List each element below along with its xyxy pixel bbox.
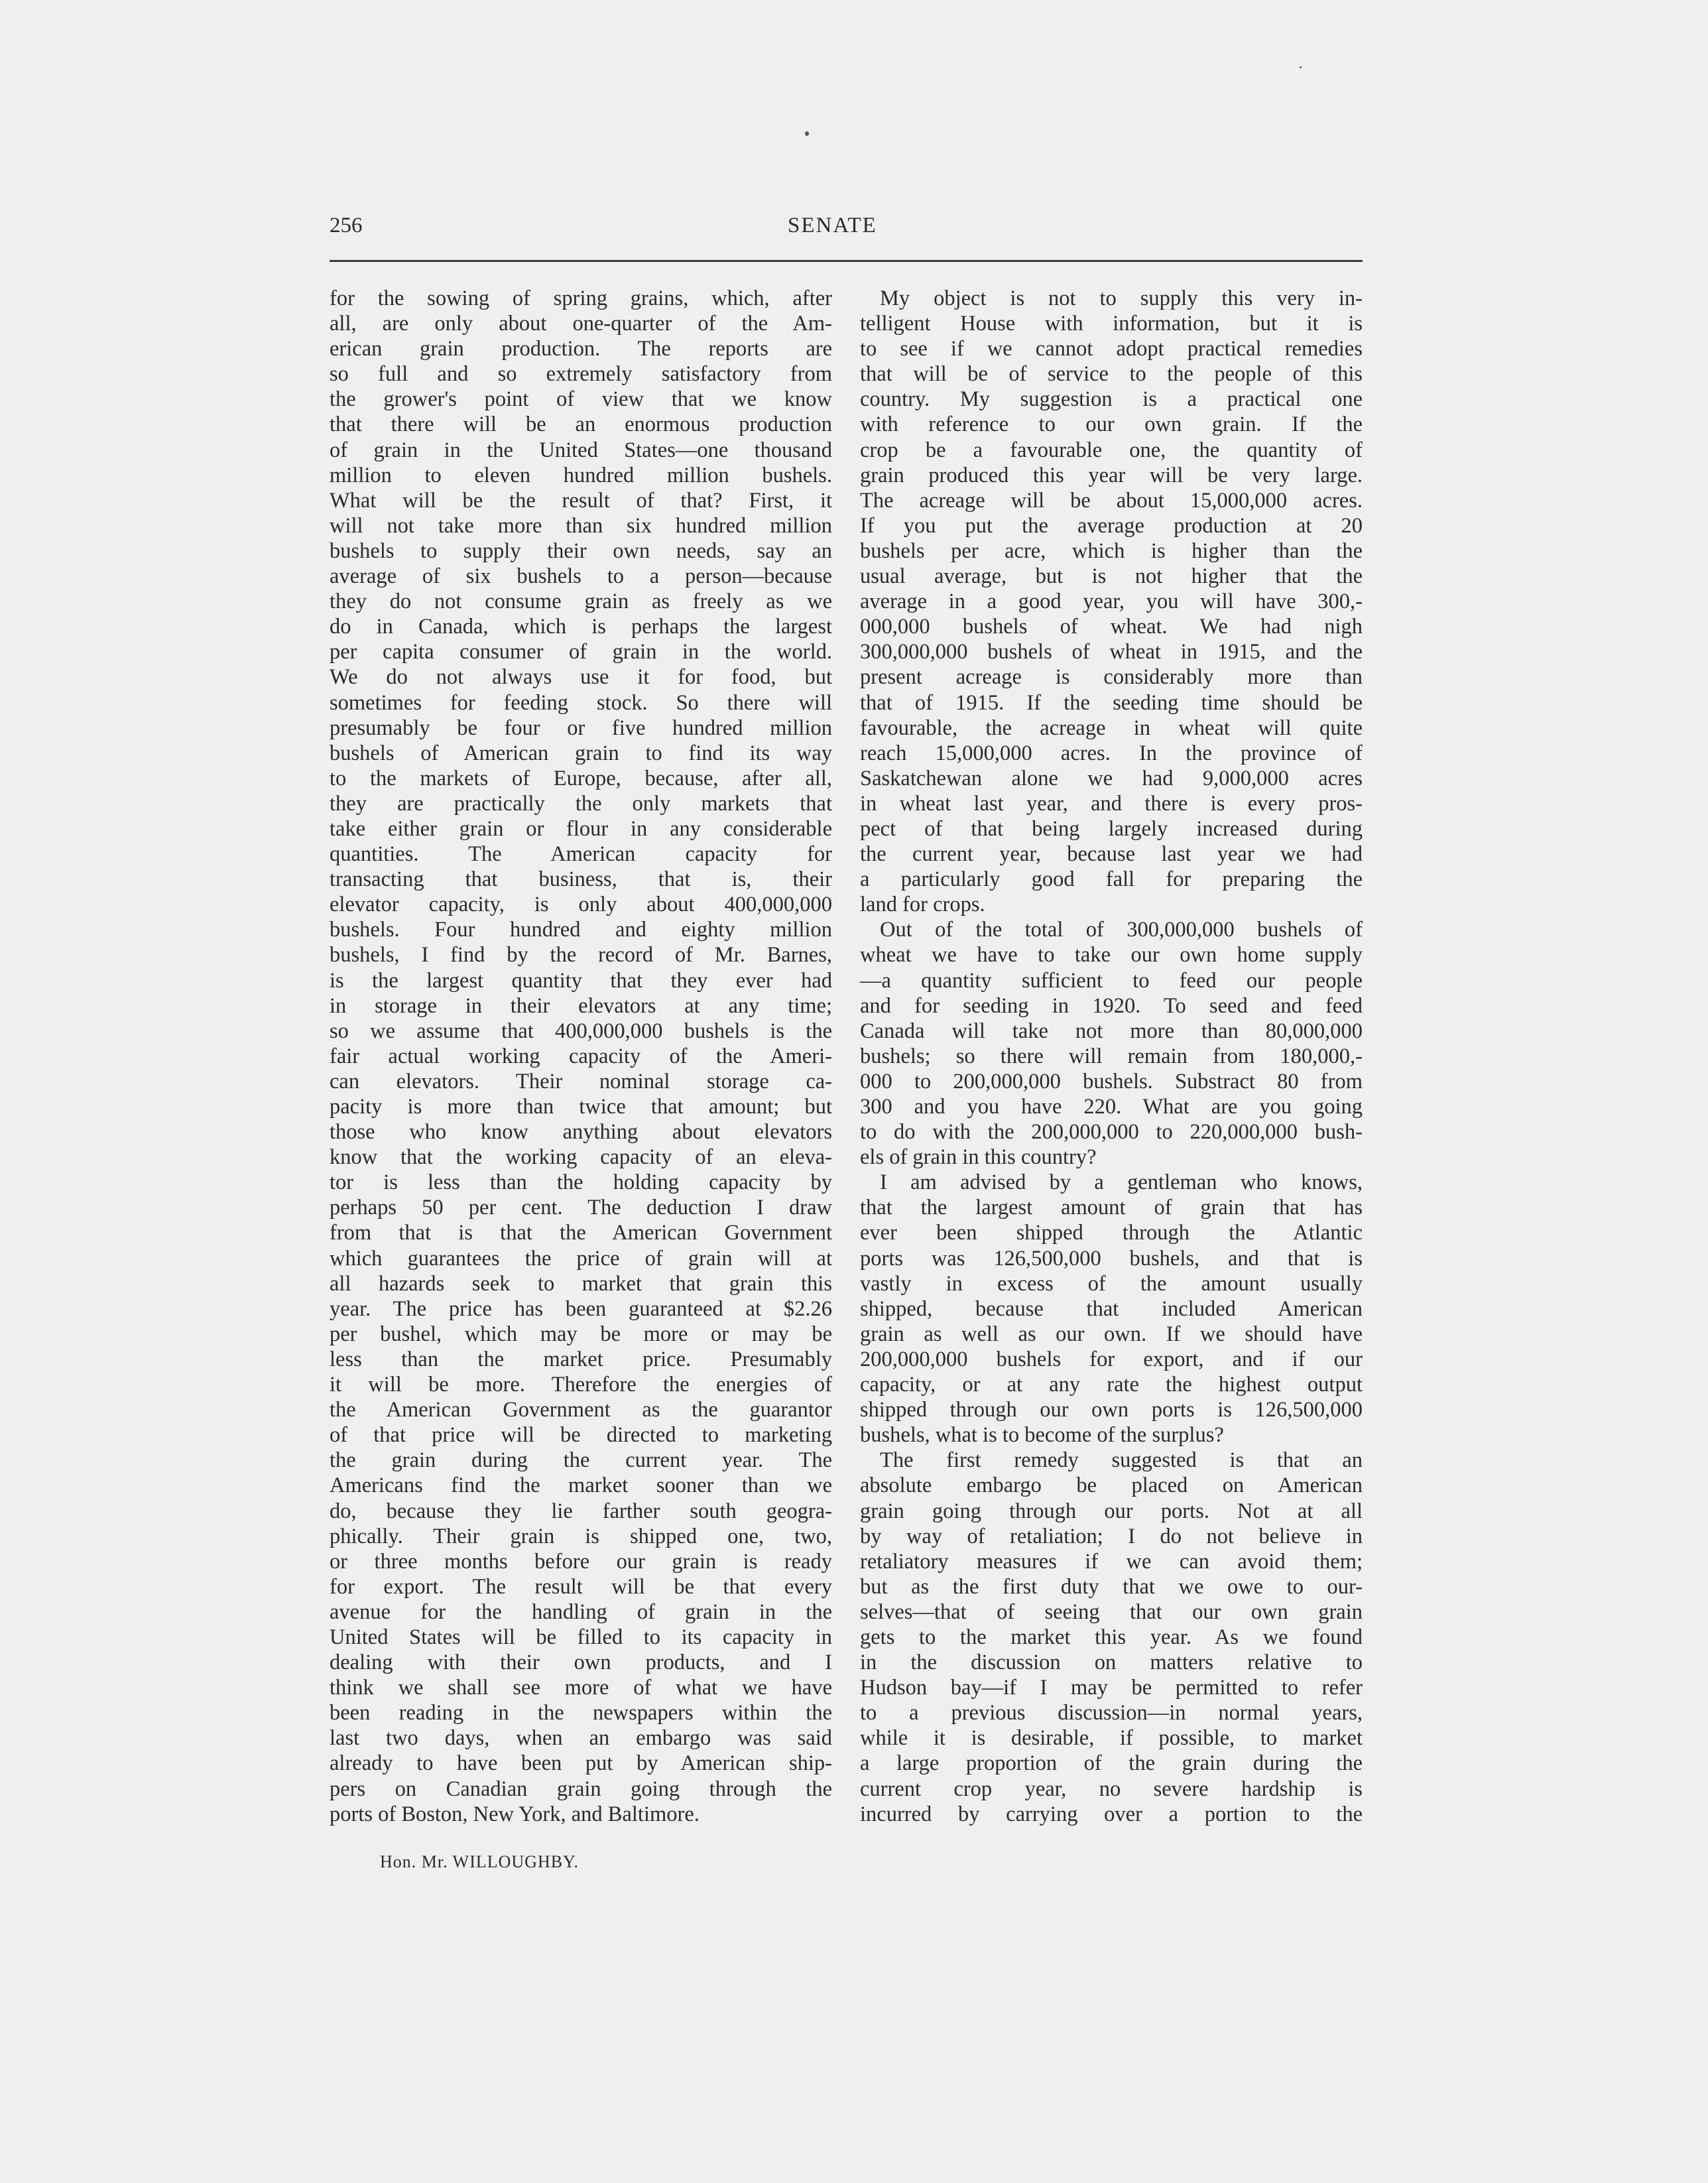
text-line: current crop year, no severe hardship is xyxy=(860,1777,1363,1801)
text-line: to see if we cannot adopt practical remedies xyxy=(860,337,1363,361)
text-line: Hudson bay—if I may be permitted to refer xyxy=(860,1676,1363,1700)
text-line: pect of that being largely increased during xyxy=(860,816,1363,841)
text-line: presumably be four or five hundred million xyxy=(330,716,832,740)
text-line: that the largest amount of grain that has xyxy=(860,1196,1363,1220)
text-line: with reference to our own grain. If the xyxy=(860,412,1363,437)
text-line: vastly in excess of the amount usually xyxy=(860,1271,1363,1296)
text-line: will not take more than six hundred million xyxy=(330,513,832,538)
text-line: the grower's point of view that we know xyxy=(330,387,832,412)
text-line: to the markets of Europe, because, after all, xyxy=(330,766,832,790)
scan-speck xyxy=(805,131,809,136)
text-line: per capita consumer of grain in the world. xyxy=(330,640,832,664)
text-line: dealing with their own products, and I xyxy=(330,1651,832,1675)
text-line: The first remedy suggested is that an xyxy=(880,1448,1363,1473)
text-line: sometimes for feeding stock. So there will xyxy=(330,690,832,715)
text-line: from that is that the American Government xyxy=(330,1221,832,1245)
text-line: elevator capacity, is only about 400,000,000 xyxy=(330,893,832,917)
text-line: crop be a favourable one, the quantity of xyxy=(860,438,1363,462)
text-line: pers on Canadian grain going through the xyxy=(330,1777,832,1801)
text-line: United States will be filled to its capacity in xyxy=(330,1625,832,1649)
text-line: average in a good year, you will have 300,- xyxy=(860,590,1363,614)
text-line: I am advised by a gentleman who knows, xyxy=(880,1170,1363,1195)
text-line: bushels; so there will remain from 180,000,- xyxy=(860,1044,1363,1068)
text-line: pacity is more than twice that amount; but xyxy=(330,1095,832,1119)
text-line: present acreage is considerably more than xyxy=(860,665,1363,690)
text-line: to do with the 200,000,000 to 220,000,000 bush- xyxy=(860,1120,1363,1145)
text-line: can elevators. Their nominal storage ca- xyxy=(330,1069,832,1093)
text-line: bushels. Four hundred and eighty million xyxy=(330,918,832,942)
text-line: or three months before our grain is ready xyxy=(330,1549,832,1574)
text-line: take either grain or flour in any considerable xyxy=(330,816,832,841)
text-line: quantities. The American capacity for xyxy=(330,842,832,867)
text-line: less than the market price. Presumably xyxy=(330,1347,832,1371)
text-line: telligent House with information, but it is xyxy=(860,312,1363,336)
text-line: 200,000,000 bushels for export, and if our xyxy=(860,1347,1363,1371)
text-line: favourable, the acreage in wheat will quite xyxy=(860,716,1363,740)
text-line: Canada will take not more than 80,000,000 xyxy=(860,1019,1363,1043)
text-line: for the sowing of spring grains, which, after xyxy=(330,286,832,310)
text-line: ever been shipped through the Atlantic xyxy=(860,1221,1363,1245)
text-line: incurred by carrying over a portion to the xyxy=(860,1802,1363,1826)
text-line: 300 and you have 220. What are you going xyxy=(860,1095,1363,1119)
text-line: in wheat last year, and there is every pros- xyxy=(860,791,1363,816)
text-line: of that price will be directed to marketing xyxy=(330,1423,832,1448)
text-line: bushels of American grain to find its way xyxy=(330,741,832,765)
text-line: selves—that of seeing that our own grain xyxy=(860,1599,1363,1624)
speaker-footer: Hon. Mr. WILLOUGHBY. xyxy=(380,1852,579,1871)
left-column xyxy=(330,286,832,1827)
text-line: the American Government as the guarantor xyxy=(330,1398,832,1422)
text-line: the current year, because last year we had xyxy=(860,842,1363,867)
running-head: SENATE xyxy=(788,214,877,237)
text-line: grain produced this year will be very large. xyxy=(860,463,1363,487)
text-line: absolute embargo be placed on American xyxy=(860,1473,1363,1498)
text-line: tor is less than the holding capacity by xyxy=(330,1170,832,1195)
text-line: that there will be an enormous production xyxy=(330,412,832,437)
text-line: The acreage will be about 15,000,000 acres. xyxy=(860,488,1363,513)
text-line: do in Canada, which is perhaps the largest xyxy=(330,615,832,639)
text-line: average of six bushels to a person—because xyxy=(330,564,832,589)
text-line: My object is not to supply this very in- xyxy=(880,286,1363,310)
text-line: reach 15,000,000 acres. In the province of xyxy=(860,741,1363,765)
text-line: the grain during the current year. The xyxy=(330,1448,832,1473)
text-line: ports was 126,500,000 bushels, and that is xyxy=(860,1246,1363,1271)
text-line: but as the first duty that we owe to our- xyxy=(860,1574,1363,1599)
text-line: bushels, I find by the record of Mr. Barnes, xyxy=(330,943,832,967)
text-line: per bushel, which may be more or may be xyxy=(330,1322,832,1346)
page-number: 256 xyxy=(330,214,363,237)
text-line: Saskatchewan alone we had 9,000,000 acres xyxy=(860,766,1363,790)
text-line: 300,000,000 bushels of wheat in 1915, and the xyxy=(860,640,1363,664)
text-line: usual average, but is not higher that the xyxy=(860,564,1363,589)
text-line: so full and so extremely satisfactory from xyxy=(330,362,832,387)
text-line: while it is desirable, if possible, to market xyxy=(860,1726,1363,1751)
text-line: bushels per acre, which is higher than the xyxy=(860,538,1363,563)
text-line: perhaps 50 per cent. The deduction I draw xyxy=(330,1196,832,1220)
text-line: that of 1915. If the seeding time should be xyxy=(860,690,1363,715)
text-line: been reading in the newspapers within the xyxy=(330,1701,832,1725)
text-line: retaliatory measures if we can avoid them; xyxy=(860,1549,1363,1574)
text-line: transacting that business, that is, their xyxy=(330,867,832,892)
text-line: a large proportion of the grain during the xyxy=(860,1751,1363,1776)
text-line: ports of Boston, New York, and Baltimore. xyxy=(330,1802,700,1826)
text-line: 000,000 bushels of wheat. We had nigh xyxy=(860,615,1363,639)
text-line: capacity, or at any rate the highest output xyxy=(860,1373,1363,1397)
text-line: country. My suggestion is a practical one xyxy=(860,387,1363,412)
text-line: What will be the result of that? First, it xyxy=(330,488,832,513)
text-line: by way of retaliation; I do not believe in xyxy=(860,1524,1363,1548)
text-line: gets to the market this year. As we found xyxy=(860,1625,1363,1649)
text-line: bushels to supply their own needs, say an xyxy=(330,538,832,563)
header-rule xyxy=(330,260,1363,262)
text-line: in storage in their elevators at any time; xyxy=(330,993,832,1018)
text-line: to a previous discussion—in normal years, xyxy=(860,1701,1363,1725)
text-line: and for seeding in 1920. To seed and feed xyxy=(860,993,1363,1018)
scan-speck xyxy=(1300,66,1302,68)
text-line: bushels, what is to become of the surplus? xyxy=(860,1423,1224,1448)
text-line: erican grain production. The reports are xyxy=(330,337,832,361)
text-line: grain as well as our own. If we should have xyxy=(860,1322,1363,1346)
text-line: fair actual working capacity of the Ameri- xyxy=(330,1044,832,1068)
text-line: 000 to 200,000,000 bushels. Substract 80 from xyxy=(860,1069,1363,1093)
text-line: wheat we have to take our own home supply xyxy=(860,943,1363,967)
text-line: know that the working capacity of an eleva- xyxy=(330,1145,832,1170)
text-line: els of grain in this country? xyxy=(860,1145,1097,1170)
text-line: shipped through our own ports is 126,500,000 xyxy=(860,1398,1363,1422)
text-line: for export. The result will be that every xyxy=(330,1574,832,1599)
text-line: of grain in the United States—one thousand xyxy=(330,438,832,462)
text-line: they are practically the only markets that xyxy=(330,791,832,816)
text-line: think we shall see more of what we have xyxy=(330,1676,832,1700)
text-line: grain going through our ports. Not at all xyxy=(860,1499,1363,1523)
text-line: it will be more. Therefore the energies of xyxy=(330,1373,832,1397)
text-line: they do not consume grain as freely as we xyxy=(330,590,832,614)
text-line: already to have been put by American ship- xyxy=(330,1751,832,1776)
text-line: that will be of service to the people of this xyxy=(860,362,1363,387)
text-line: Americans find the market sooner than we xyxy=(330,1473,832,1498)
text-line: year. The price has been guaranteed at $2.26 xyxy=(330,1296,832,1321)
text-line: all, are only about one-quarter of the Am- xyxy=(330,312,832,336)
text-line: so we assume that 400,000,000 bushels is the xyxy=(330,1019,832,1043)
text-line: land for crops. xyxy=(860,893,985,917)
text-line: those who know anything about elevators xyxy=(330,1120,832,1145)
text-line: We do not always use it for food, but xyxy=(330,665,832,690)
text-line: in the discussion on matters relative to xyxy=(860,1651,1363,1675)
text-line: Out of the total of 300,000,000 bushels of xyxy=(880,918,1363,942)
text-line: shipped, because that included American xyxy=(860,1296,1363,1321)
text-line: all hazards seek to market that grain this xyxy=(330,1271,832,1296)
text-line: a particularly good fall for preparing the xyxy=(860,867,1363,892)
text-line: If you put the average production at 20 xyxy=(860,513,1363,538)
right-column xyxy=(860,286,1363,1827)
text-line: do, because they lie farther south geogra- xyxy=(330,1499,832,1523)
text-line: —a quantity sufficient to feed our people xyxy=(860,968,1363,993)
text-line: phically. Their grain is shipped one, two, xyxy=(330,1524,832,1548)
text-line: last two days, when an embargo was said xyxy=(330,1726,832,1751)
text-line: avenue for the handling of grain in the xyxy=(330,1599,832,1624)
text-line: which guarantees the price of grain will at xyxy=(330,1246,832,1271)
text-line: million to eleven hundred million bushels. xyxy=(330,463,832,487)
text-line: is the largest quantity that they ever had xyxy=(330,968,832,993)
